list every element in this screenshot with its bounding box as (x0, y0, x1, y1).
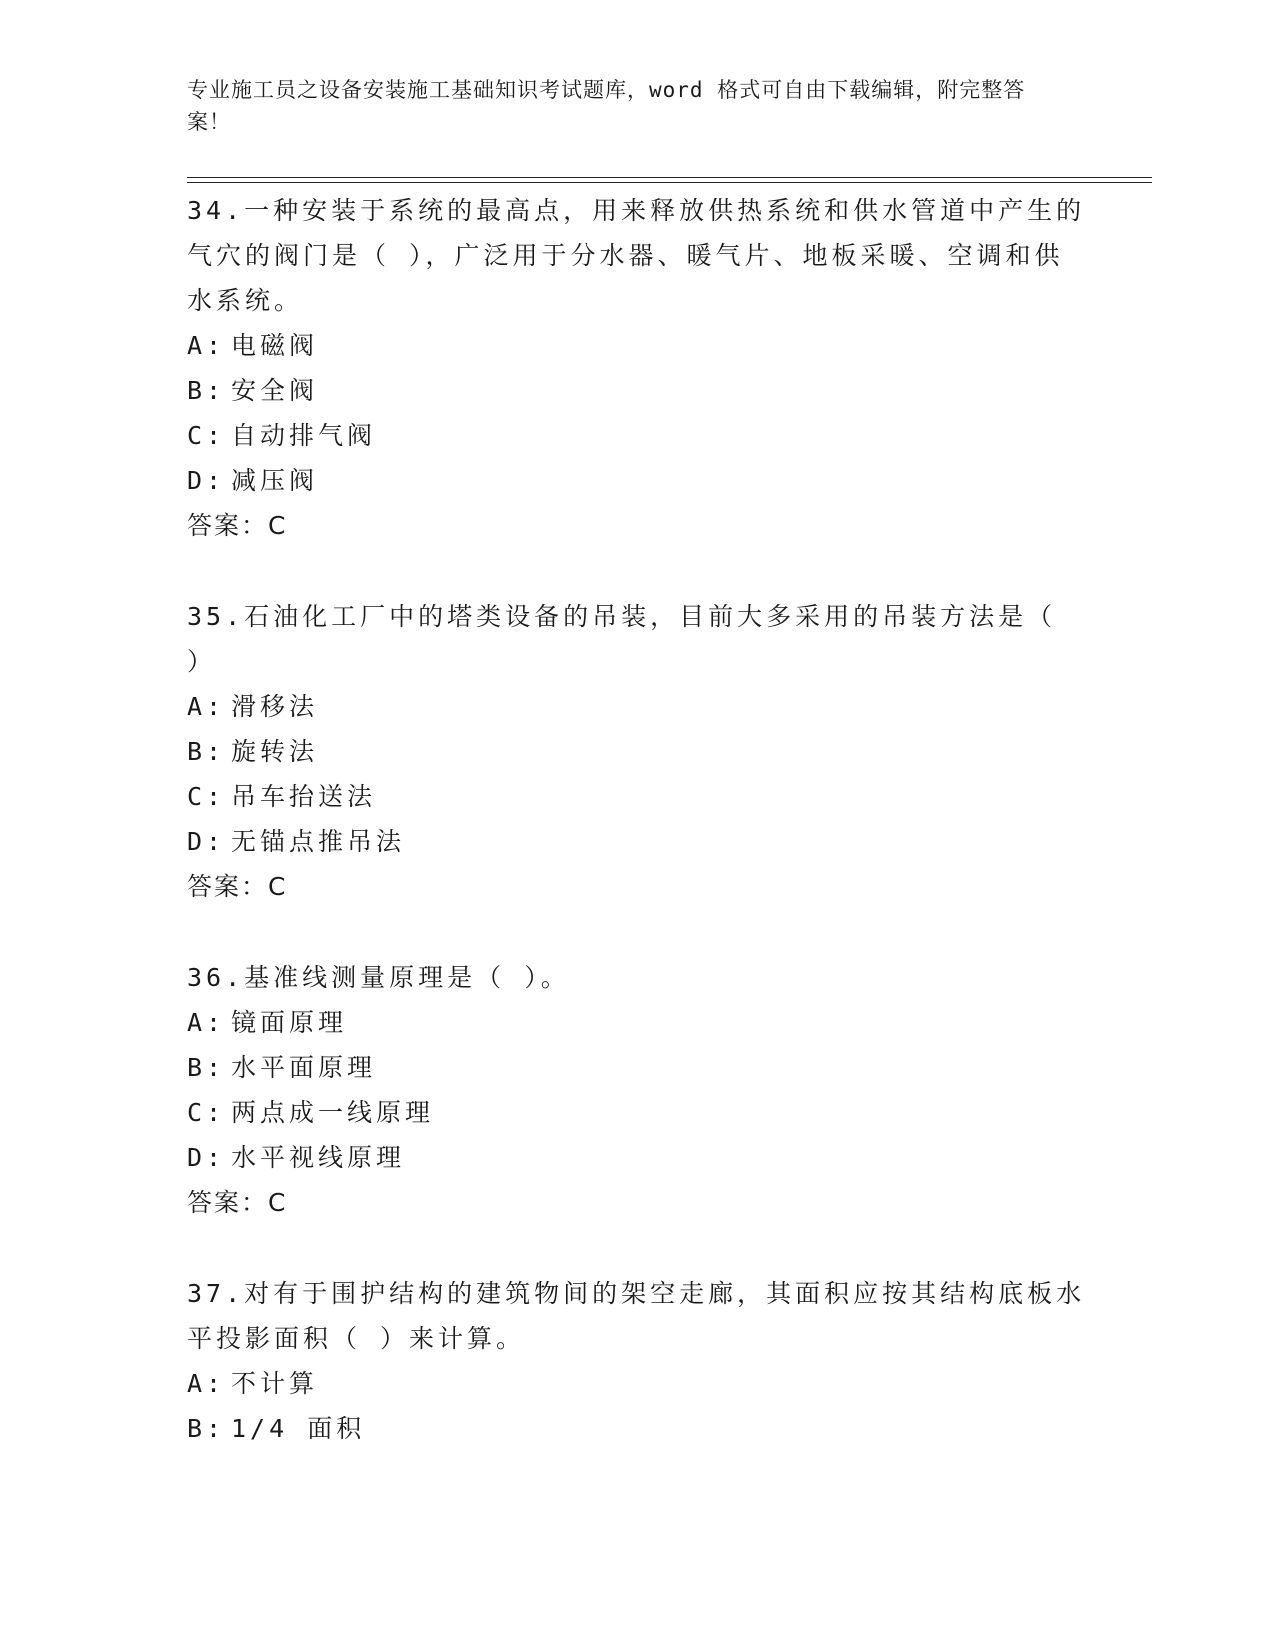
option-text: 减压阀 (231, 466, 319, 495)
question-35 (187, 594, 1087, 909)
option-c (187, 774, 1087, 819)
question-stem: 37.对有于围护结构的建筑物间的架空走廊，其面积应按其结构底板水平投影面积（ ）来计算。 (187, 1279, 1086, 1353)
option-letter: B: (187, 1053, 226, 1082)
option-c (187, 413, 1087, 458)
option-letter: A: (187, 1008, 226, 1037)
option-text: 吊车抬送法 (231, 782, 377, 811)
option-letter: B: (187, 376, 226, 405)
option-text: 安全阀 (231, 376, 319, 405)
option-d (187, 1135, 1087, 1180)
option-letter: C: (187, 1098, 226, 1127)
option-letter: A: (187, 331, 226, 360)
option-letter: D: (187, 827, 226, 856)
answer-line: 答案：C (187, 511, 288, 540)
option-a (187, 684, 1087, 729)
question-37 (187, 1271, 1087, 1451)
option-b (187, 729, 1087, 774)
option-text: 无锚点推吊法 (231, 827, 406, 856)
answer-line: 答案：C (187, 1188, 288, 1217)
option-text: 两点成一线原理 (231, 1098, 435, 1127)
option-text: 1/4 面积 (231, 1414, 366, 1443)
option-d (187, 458, 1087, 503)
option-text: 镜面原理 (231, 1008, 348, 1037)
option-letter: A: (187, 692, 226, 721)
option-text: 不计算 (231, 1369, 319, 1398)
question-34 (187, 188, 1087, 548)
question-36 (187, 955, 1087, 1225)
option-letter: B: (187, 737, 226, 766)
answer-line: 答案：C (187, 872, 288, 901)
option-letter: C: (187, 782, 226, 811)
option-text: 旋转法 (231, 737, 319, 766)
header-divider-top (187, 177, 1152, 178)
option-text: 自动排气阀 (231, 421, 377, 450)
option-c (187, 1090, 1087, 1135)
option-a (187, 323, 1087, 368)
question-stem: 34.一种安装于系统的最高点，用来释放供热系统和供水管道中产生的气穴的阀门是（ ），广泛用于分水器、暖气片、地板采暖、空调和供水系统。 (187, 196, 1086, 315)
option-letter: D: (187, 466, 226, 495)
question-stem: 36.基准线测量原理是（ ）。 (187, 963, 570, 992)
option-letter: B: (187, 1414, 226, 1443)
option-text: 水平视线原理 (231, 1143, 406, 1172)
option-text: 电磁阀 (231, 331, 319, 360)
option-b (187, 1406, 1087, 1451)
question-stem: 35.石油化工厂中的塔类设备的吊装，目前大多采用的吊装方法是（ ） (187, 602, 1057, 676)
option-letter: A: (187, 1369, 226, 1398)
option-text: 水平面原理 (231, 1053, 377, 1082)
option-b (187, 1045, 1087, 1090)
option-letter: C: (187, 421, 226, 450)
header-divider-bottom (187, 182, 1152, 183)
option-a (187, 1361, 1087, 1406)
option-text: 滑移法 (231, 692, 319, 721)
document-header: 专业施工员之设备安装施工基础知识考试题库，word 格式可自由下载编辑，附完整答案！ (187, 78, 1026, 134)
option-d (187, 819, 1087, 864)
option-b (187, 368, 1087, 413)
option-letter: D: (187, 1143, 226, 1172)
option-a (187, 1000, 1087, 1045)
question-list (187, 188, 1087, 1497)
